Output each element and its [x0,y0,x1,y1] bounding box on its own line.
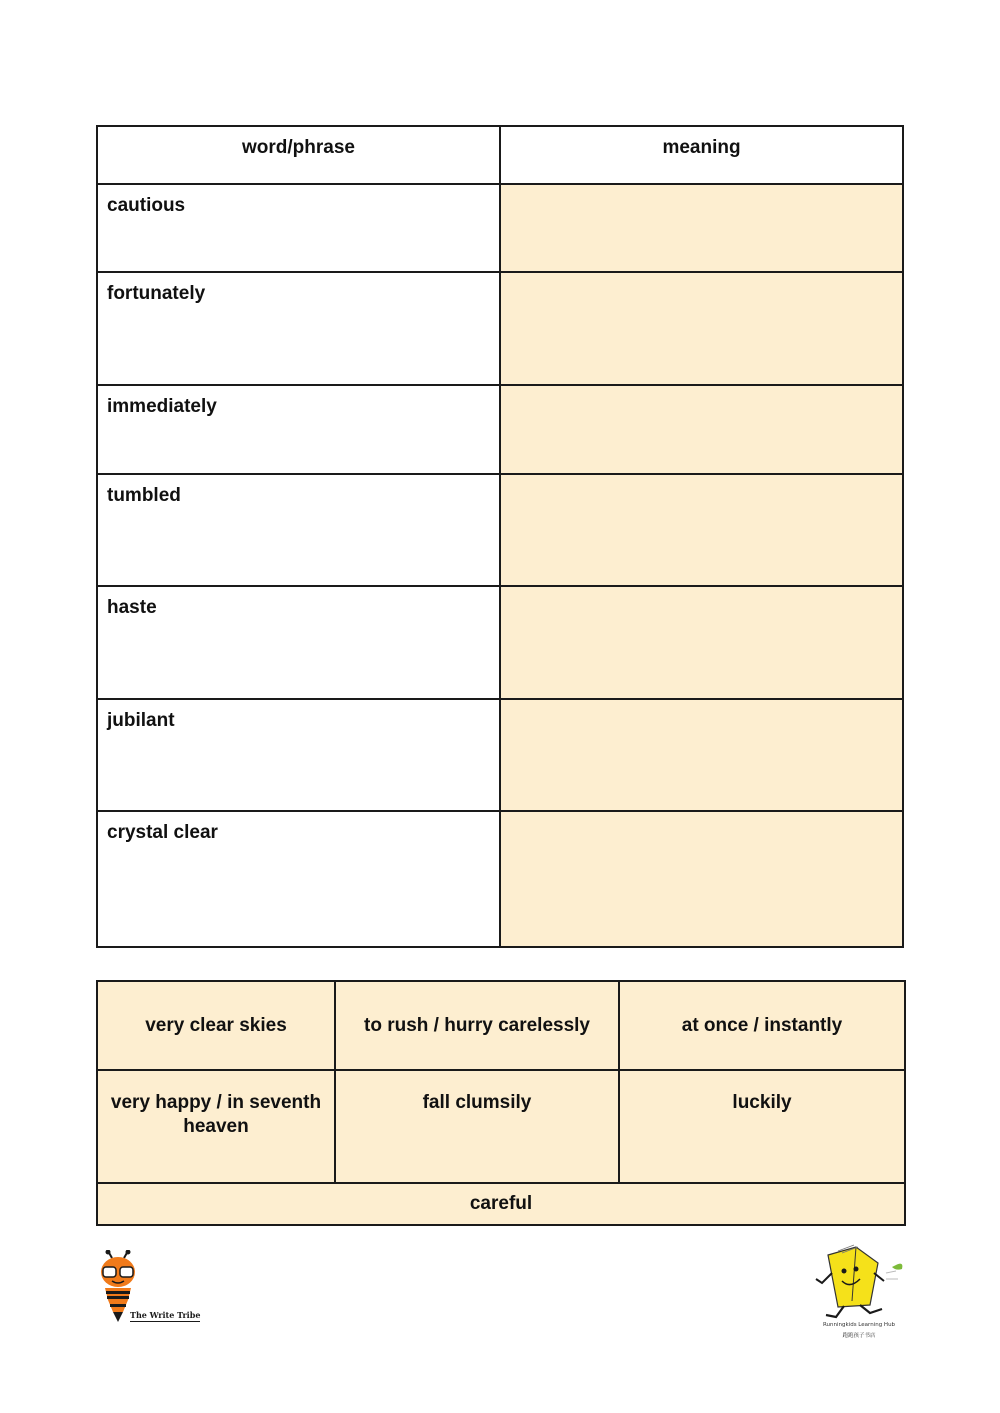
vocab-word: jubilant [97,699,500,811]
meaning-answer-cell[interactable] [500,811,903,947]
word-bank-option[interactable]: very clear skies [97,981,335,1070]
word-bank-option[interactable]: fall clumsily [335,1070,619,1183]
vocab-word: fortunately [97,272,500,385]
word-bank-row [97,981,905,1070]
word-bank-table [96,980,906,1226]
runningkids-chinese-text: 跑跑孩子书店 [842,1333,876,1339]
meaning-answer-cell[interactable] [500,474,903,586]
vocab-word: tumbled [97,474,500,586]
meaning-answer-cell[interactable] [500,385,903,474]
meaning-answer-cell[interactable] [500,184,903,272]
header-word-phrase: word/phrase [97,126,500,184]
word-bank-option[interactable]: very happy / in seventh heaven [97,1070,335,1183]
runningkids-logo [808,1243,908,1343]
vocab-word: immediately [97,385,500,474]
runningkids-name-text: Runningkids Learning Hub [822,1322,896,1328]
word-bank-option[interactable]: to rush / hurry carelessly [335,981,619,1070]
vocab-row [97,272,903,385]
vocab-row [97,474,903,586]
write-tribe-logo [98,1250,208,1328]
vocab-word: cautious [97,184,500,272]
header-meaning: meaning [500,126,903,184]
vocab-header-row [97,126,903,184]
vocab-word: haste [97,586,500,699]
vocab-row [97,385,903,474]
vocab-row [97,184,903,272]
word-bank-option[interactable]: luckily [619,1070,905,1183]
meaning-answer-cell[interactable] [500,586,903,699]
write-tribe-brand-text: The Write Tribe [130,1310,201,1320]
vocabulary-table [96,125,904,948]
word-bank-option[interactable]: careful [97,1183,905,1225]
word-bank-option[interactable]: at once / instantly [619,981,905,1070]
meaning-answer-cell[interactable] [500,272,903,385]
vocab-word: crystal clear [97,811,500,947]
vocab-row [97,586,903,699]
vocab-row [97,811,903,947]
running-book-mascot-icon [808,1243,908,1323]
meaning-answer-cell[interactable] [500,699,903,811]
word-bank-row [97,1183,905,1225]
word-bank-row [97,1070,905,1183]
vocab-row [97,699,903,811]
